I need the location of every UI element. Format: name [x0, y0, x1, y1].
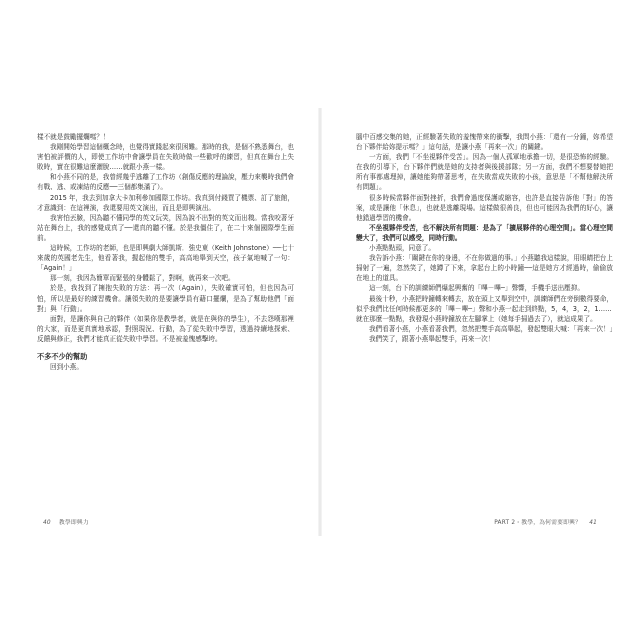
paragraph: 最後十秒，小燕把時鐘轉來轉去，放在頭上又舉到空中，訓練師們在旁倒數得要命，似乎我們比任何時候都更多的「嗶－嗶─」聲和小燕一起走到終點，5，4，3，2，1…… — [356, 294, 613, 313]
paragraph: 這時候，工作坊的老師，也是即興劇大師凱斯．強史東（Keith Johnstone）──七十來歲的英國老先生，他看著我，握起他的雙手，高高地舉到天空，孩子氣地喊了一句：「Again！」 — [37, 244, 294, 273]
paragraph: 我們看著小燕，小燕看著我們，忽然把雙手高高舉起，發起雙眼大喊：「再來一次！」 — [369, 324, 617, 333]
paragraph: 我害怕丟臉，因為聽不懂同學的英文玩笑，因為說不出對的英文而出糗。當我咬著牙站在舞台上，我的感覺成真了──還真的聽不懂。於是我僵住了，在二十來個國際學生面前。 — [37, 213, 294, 242]
paragraph: 我們笑了，跟著小燕舉起雙手，再來一次！ — [369, 334, 495, 343]
paragraph: 這一刻，台下的訓練師們爆起興奮的「嗶－嗶─」聲響，手機手送出壓抑。 — [369, 284, 584, 293]
paragraph: 我告訴小燕：「關鍵在你的身邊，不在你做過的事。」小燕聽我這樣說，用眼睛把台上掃射了一遍，忽然笑了，她蹲了下來，拿起台上的小時鐘──這是她方才經過時，偷偷放在地上的道具。 — [356, 254, 613, 283]
emphasis-paragraph: 不坐視夥伴受苦，也不解決所有問題：是為了「擴展夥伴的心理空間」。當心理空間變大了，我們可以感受，同時行動。 — [356, 223, 613, 242]
right-page — [356, 132, 617, 344]
part-title: PART 2・教學，為何需要即興？ — [494, 520, 582, 526]
section-heading: 不多不少的幫助 — [37, 351, 88, 361]
paragraph: 和小燕不同的是，我曾經幾乎逃離了工作坊（創傷反應的理論說，壓力來襲時我們會有戰、逃、或凍結的反應──三個都集滿了）。 — [37, 173, 294, 192]
paragraph: 很多時候當夥伴面對挫折，我們會過度保護或縮容，也許是直接告訴他「對」的答案，或是讓他「休息」，也就是逃離現場。這樣做很善良，但也可能因為我們的好心，讓他錯過學習的機會。 — [356, 193, 613, 222]
paragraph: 小燕點點頭，同意了。 — [369, 244, 435, 253]
book-title: 教學即興力 — [58, 520, 89, 526]
paragraph: 腦中百感交集的她，正經驗著失敗的羞愧帶來的衝擊，我問小燕：「還有一分鐘，妳希望台下夥伴給妳提示嗎？」這句話，是讓小燕「再來一次」的關鍵。 — [356, 133, 613, 152]
paragraph: 於是，我找到了擁抱失敗的方法：再一次（Again），失敗確實可怕，但也因為可怕，所以是最好的練習機會。讓領失敗的是要讓學員有藉口擺爛，是為了幫助他們「面對」與「行動」。 — [37, 284, 294, 313]
paragraph: 一方面，我們「不坐視夥伴受苦」。因為一個人孤軍地承擔一切，是很恐怖的經驗。在我的引導下，台下夥伴們就是她的支持者與後援部隊；另一方面，我們不想要替她把所有事都處理掉，讓她能夠帶著思考，在失敗當成失敗的小孩，意思是「不幫他解決所有問題」。 — [356, 153, 613, 192]
paragraph: 樣不就是鼓勵擺爛嗎？！ — [37, 133, 110, 141]
page-number: 41 — [589, 520, 597, 526]
paragraph: 我剛開始學習這個概念時，也覺得實踐起來很困難。那時的我，是個不熟悉舞台，也害怕被評價的人，即使工作坊中會讓學員在失敗時做一些歡呼的練習，但真在舞台上失敗時，實在很難這麼灑脫……就跟小燕一樣。 — [37, 143, 294, 172]
paragraph: 面對，是讓你與自己的夥伴（如果你是教學者，就是在與你的學生），不去怨嘆那裡的大家，而是更真實地承認，對照現況、行動，為了從失敗中學習，透過持續地探索、反饋與修正，我們才能真正從失敗中學習。不是被羞愧感擊垮。 — [37, 314, 294, 343]
page-number: 40 — [43, 520, 51, 526]
left-page — [37, 132, 294, 372]
paragraph: 回到小燕。 — [50, 362, 83, 371]
paragraph: 就在那麼一點點，我發現小燕時鐘放在左腳掌上（她每手掃過去了），就這成果了。 — [356, 314, 597, 323]
left-folio — [37, 517, 89, 526]
book-gutter — [318, 108, 322, 536]
right-folio — [494, 517, 603, 526]
paragraph: 那一刻，我因為簡單而緊張的身體鬆了，對啊，就再來一次吧。 — [50, 274, 235, 283]
paragraph: 2015 年，我去到加拿大卡加利參加國際工作坊。我真到付錢買了機票、訂了旅館，才意識到：在這裡演，我還要用英文演出，而且是即興演出。 — [37, 193, 294, 212]
